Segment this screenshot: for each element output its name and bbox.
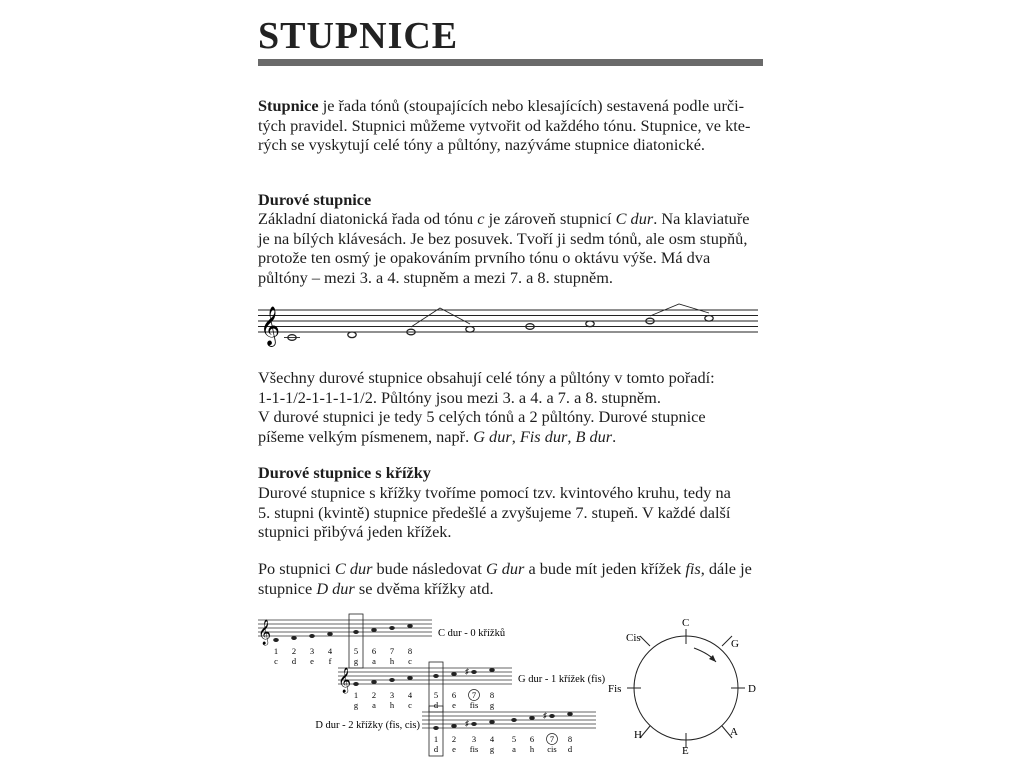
major-paragraph: [258, 209, 764, 287]
next-d-dur: D dur: [316, 578, 355, 598]
major-line-1-c: . Na klaviatuře: [653, 209, 750, 228]
major-line-1: [258, 209, 764, 229]
major-line-1-c-dur: C dur: [615, 209, 654, 228]
c-major-staff: [258, 300, 764, 360]
label-Fis: Fis: [608, 683, 622, 695]
g-note-8: g: [489, 700, 495, 710]
all-major-paragraph: [258, 368, 764, 446]
intro-line-2: tých pravidel. Stupnici můžeme vytvořit od každého tónu. Stupnice, ve kte-: [258, 115, 751, 135]
c-deg-7: 7: [389, 646, 395, 656]
major-line-2: je na bílých klávesách. Je bez posuvek. Tvoří ji sedm tónů, ale osm stupňů,: [258, 228, 748, 248]
d-deg-7: 7: [549, 734, 555, 744]
d-dur-sharp-fis-icon: ♯: [465, 719, 469, 728]
c-note-5: g: [353, 656, 359, 666]
d-note-4: g: [489, 744, 495, 754]
all-major-line-3: V durové stupnici je tedy 5 celých tónů a 2 půltóny. Durové stupnice: [258, 407, 706, 427]
major-line-1-b: je zároveň stupnicí: [484, 209, 616, 228]
d-deg-2: 2: [451, 734, 457, 744]
c-dur-staff-lines: [258, 620, 432, 636]
semitone-mark-3-4: [411, 308, 470, 327]
c-deg-2: 2: [291, 646, 297, 656]
g-note-5: d: [433, 700, 439, 710]
d-deg-8: 8: [567, 734, 573, 744]
next-g-dur: G dur: [485, 559, 525, 578]
d-deg-3: 3: [471, 734, 477, 744]
g-deg-4: 4: [407, 690, 413, 700]
g-note-7: fis: [469, 700, 479, 710]
d-dur-scale: [315, 706, 596, 756]
g-dur-note-names: [354, 700, 495, 710]
major-heading: Durové stupnice: [258, 190, 372, 209]
all-major-line-1: Všechny durové stupnice obsahují celé tóny a půltóny v tomto pořadí:: [258, 368, 715, 387]
g-note-4: c: [408, 700, 412, 710]
next-fis: fis: [685, 559, 701, 578]
sharps-line-3: stupnici přibývá jeden křížek.: [258, 522, 452, 542]
next-line-1-b: bude následovat: [372, 559, 486, 578]
intro-line-1: [258, 96, 764, 116]
g-deg-1: 1: [353, 690, 359, 700]
scale-notes: [284, 316, 713, 341]
c-dur-clef-icon: 𝄞: [258, 619, 272, 644]
g-dur-scale: [338, 662, 606, 712]
label-D: D: [748, 683, 756, 695]
d-note-8: d: [567, 744, 573, 754]
next-line-1-c: a bude mít jeden křížek: [524, 559, 686, 578]
next-paragraph: [258, 559, 764, 598]
c-dur-scale: [258, 614, 506, 668]
label-E: E: [682, 745, 689, 757]
g-note-1: g: [353, 700, 359, 710]
g-deg-3: 3: [389, 690, 395, 700]
g-deg-2: 2: [371, 690, 377, 700]
d-note-5: a: [512, 744, 516, 754]
circle-of-fifths: [608, 614, 768, 764]
example-g-dur: G dur: [473, 426, 512, 446]
c-note-8: c: [408, 656, 412, 666]
comma-2: ,: [567, 426, 576, 446]
d-deg-1: 1: [433, 734, 439, 744]
g-deg-6: 6: [451, 690, 457, 700]
next-c-dur: C dur: [334, 559, 373, 578]
next-line-2-a: stupnice: [258, 578, 317, 598]
d-note-3: fis: [469, 744, 479, 754]
example-fis-dur: Fis dur: [519, 426, 568, 446]
c-dur-label: C dur - 0 křížků: [438, 628, 506, 639]
note-f: [466, 327, 474, 333]
comma-1: ,: [511, 426, 520, 446]
intro-line-3: rých se vyskytují celé tóny a půltóny, nazýváme stupnice diatonické.: [258, 135, 706, 155]
circle-labels: [608, 617, 756, 757]
note-a: [586, 321, 594, 327]
d-deg-6: 6: [529, 734, 535, 744]
sharps-line-2: 5. stupni (kvintě) stupnice předešlé a zvyšujeme 7. stupeň. V každé další: [258, 502, 731, 522]
c-deg-4: 4: [327, 646, 333, 656]
c-deg-6: 6: [371, 646, 377, 656]
c-note-2: d: [291, 656, 297, 666]
d-dur-note-names: [434, 744, 573, 754]
d-dur-degrees: [434, 734, 572, 744]
d-note-6: h: [529, 744, 535, 754]
d-note-7: cis: [547, 744, 557, 754]
c-note-3: e: [310, 656, 314, 666]
g-deg-5: 5: [433, 690, 439, 700]
example-b-dur: B dur: [575, 426, 613, 446]
g-note-3: h: [389, 700, 395, 710]
d-dur-notes: [433, 712, 573, 730]
circle-ticks: [627, 629, 745, 748]
g-dur-notes: [353, 668, 495, 686]
label-A: A: [730, 726, 738, 738]
c-note-7: h: [389, 656, 395, 666]
g-deg-8: 8: [489, 690, 495, 700]
sharps-heading: Durové stupnice s křížky: [258, 463, 431, 482]
d-deg-4: 4: [489, 734, 495, 744]
c-dur-degrees: [274, 646, 412, 656]
major-line-1-note-c: c: [477, 209, 485, 228]
g-note-2: a: [372, 700, 376, 710]
sharps-line-1: Durové stupnice s křížky tvoříme pomocí tzv. kvintového kruhu, tedy na: [258, 483, 731, 502]
period: .: [612, 426, 617, 446]
g-dur-sharp-icon: ♯: [465, 667, 469, 676]
g-note-6: e: [452, 700, 456, 710]
g-dur-staff-lines: [338, 668, 512, 684]
treble-clef-icon: 𝄞: [260, 308, 281, 345]
next-line-2-b: se dvěma křížky atd.: [354, 578, 494, 598]
intro-line-1-text: je řada tónů (stoupajících nebo klesajících) sestavená podle urči-: [318, 96, 745, 115]
all-major-line-2: 1-1-1/2-1-1-1-1/2. Půltóny jsou mezi 3. a 4. a 7. a 8. stupněm.: [258, 387, 661, 407]
c-dur-notes: [273, 624, 413, 642]
title-underline-bar: [258, 59, 763, 66]
d-dur-sharp-cis-icon: ♯: [543, 711, 547, 720]
c-deg-3: 3: [309, 646, 315, 656]
major-line-1-a: Základní diatonická řada od tónu: [258, 209, 478, 228]
page-title: STUPNICE: [258, 15, 459, 57]
all-major-line-4-a: píšeme velkým písmenem, např.: [258, 426, 474, 446]
c-note-6: a: [372, 656, 376, 666]
d-note-2: e: [452, 744, 456, 754]
sharps-paragraph: [258, 483, 764, 542]
g-dur-label: G dur - 1 křížek (fis): [518, 674, 606, 685]
d-note-1: d: [433, 744, 439, 754]
g-dur-clef-icon: 𝄞: [338, 667, 352, 692]
label-H: H: [634, 729, 642, 741]
c-deg-1: 1: [273, 646, 279, 656]
label-C: C: [682, 617, 690, 629]
c-deg-8: 8: [407, 646, 413, 656]
scales-diagram: [256, 612, 616, 762]
note-d: [348, 332, 356, 338]
next-line-2: [258, 579, 764, 599]
next-line-1: [258, 559, 764, 579]
label-Cis: Cis: [626, 632, 641, 644]
c-deg-5: 5: [353, 646, 359, 656]
staff-lines: [258, 310, 758, 332]
g-deg-7: 7: [471, 690, 477, 700]
intro-paragraph: [258, 96, 764, 155]
note-c2: [705, 316, 713, 322]
c-note-4: f: [328, 656, 332, 666]
next-line-1-d: , dále je: [700, 559, 752, 578]
c-dur-note-names: [274, 656, 412, 666]
circle-ring: [634, 636, 738, 740]
g-dur-degrees: [354, 690, 494, 700]
all-major-line-4: [258, 427, 764, 447]
intro-term: Stupnice: [258, 96, 319, 115]
d-deg-5: 5: [511, 734, 517, 744]
major-line-4: půltóny – mezi 3. a 4. stupněm a mezi 7. a 8. stupněm.: [258, 267, 613, 287]
d-dur-label: D dur - 2 křížky (fis, cis): [315, 720, 420, 731]
major-line-3: protože ten osmý je opakováním prvního tónu o oktávu výše. Má dva: [258, 248, 711, 268]
label-G: G: [731, 638, 739, 650]
c-note-1: c: [274, 656, 278, 666]
next-line-1-a: Po stupnici: [258, 559, 335, 578]
